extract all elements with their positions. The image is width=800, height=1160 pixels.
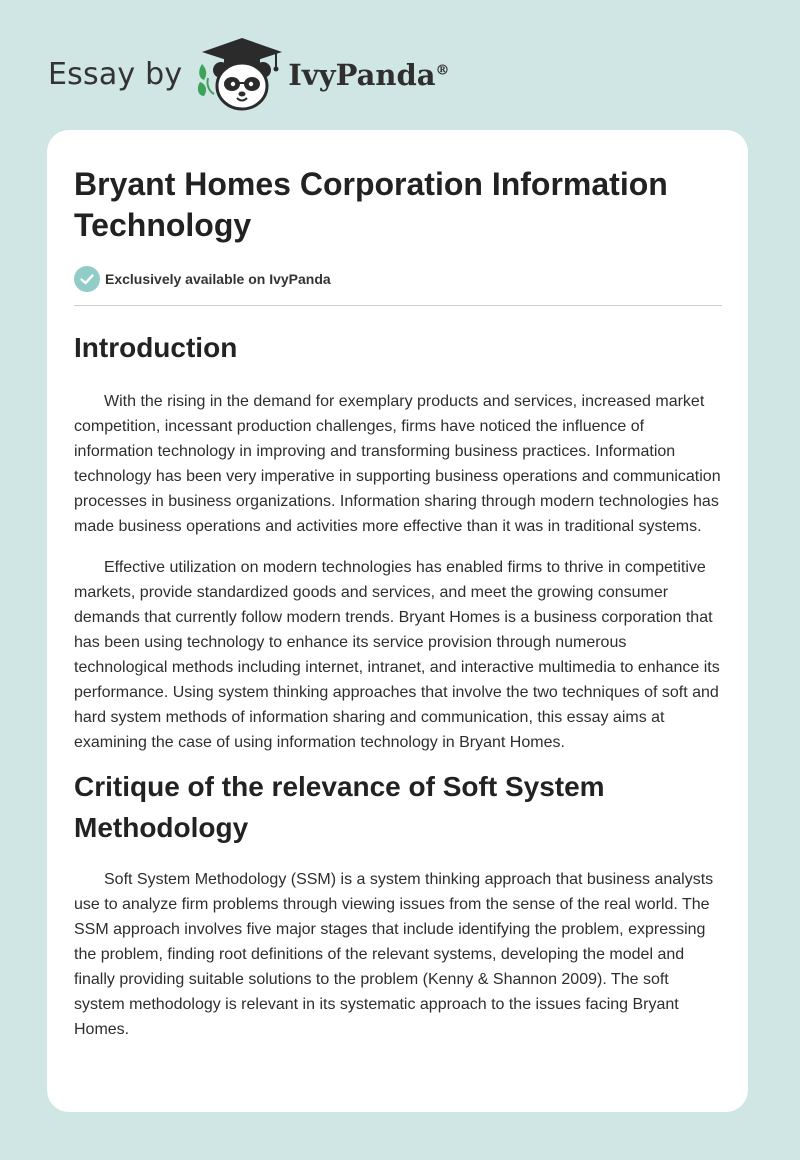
section-heading-critique: Critique of the relevance of Soft System Methodology: [74, 771, 605, 843]
section-introduction: [74, 327, 722, 755]
section-critique-ssm: [74, 766, 722, 1042]
brand-prefix: Essay by: [48, 56, 183, 92]
paragraph: With the rising in the demand for exemplary products and services, increased market competition, incessant production challenges, firms have noticed the influence of information technology in improving and transforming business practices. Information technology has been very imperative in supporting business operations and communication processes in business organizations. Information sharing through modern technologies has made business operations and activities more effective than it was in traditional systems.: [74, 393, 721, 535]
paragraph: Effective utilization on modern technologies has enabled firms to thrive in competitive markets, provide standardized goods and services, and meet the growing consumer demands that currently follow modern trends. Bryant Homes is a business corporation that has been using technology to enhance its service provision through numerous technological methods including internet, intranet, and interactive multimedia to enhance its performance. Using system thinking approaches that involve the two techniques of soft and hard system methods of information sharing and communication, this essay aims at examining the case of using information technology in Bryant Homes.: [74, 559, 720, 751]
brand-name-text: IvyPanda: [288, 58, 436, 92]
page-title: Bryant Homes Corporation Information Technology: [74, 166, 668, 243]
brand-header: [48, 34, 450, 114]
essay-card: [47, 130, 748, 1112]
paragraph: Soft System Methodology (SSM) is a system thinking approach that business analysts use to analyze firm problems through viewing issues from the sense of the real world. The SSM approach involves five major stages that include identifying the problem, expressing the problem, finding root definitions of the relevant systems, developing the model and finally providing suitable solutions to the problem (Kenny & Shannon 2009). The soft system methodology is relevant in its systematic approach to the issues facing Bryant Homes.: [74, 871, 714, 1038]
badge-text: Exclusively available on IvyPanda: [105, 271, 331, 287]
divider: [74, 305, 722, 306]
brand-name[interactable]: [288, 58, 449, 92]
exclusive-badge: [74, 266, 722, 292]
section-heading-introduction: Introduction: [74, 332, 238, 363]
panda-logo-icon[interactable]: [196, 34, 288, 114]
registered-mark: ®: [435, 62, 450, 79]
check-circle-icon: [74, 266, 100, 292]
